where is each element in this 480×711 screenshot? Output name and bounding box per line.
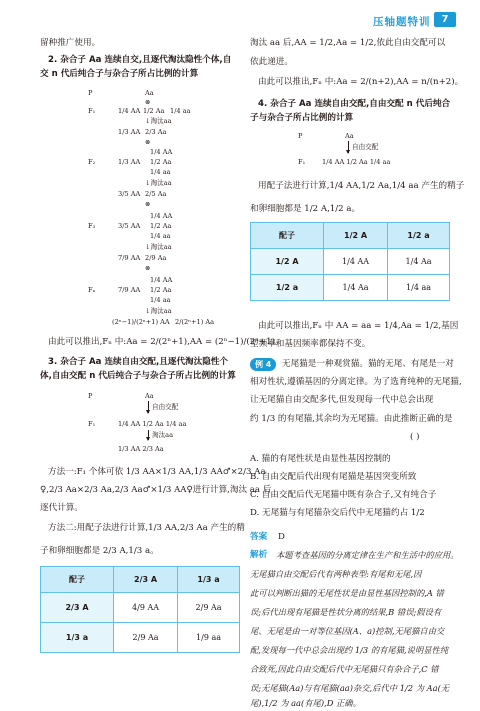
paragraph: 方法一:F₁ 个体可依 1/3 AA×1/3 AA,1/3 AA♂×2/3 Aa (48, 467, 266, 477)
option-c: C. 自由交配后代无尾猫中既有杂合子,又有纯合子 (250, 490, 437, 500)
explanation-line: 无尾猫自由交配后代有两种表型:有尾和无尾,因 (250, 569, 422, 579)
heading: 体,自由交配 n 代后纯合子与杂合子所占比例的计算 (40, 371, 236, 381)
paragraph: 依此递进。 (250, 57, 293, 67)
option-d: D. 无尾猫与有尾猫杂交后代中无尾猫约占 1/2 (250, 508, 425, 518)
paragraph: 留种推广使用。 (40, 38, 101, 48)
paragraph: 子和卵细胞都是 2/3 A,1/3 a。 (40, 546, 159, 556)
page-header (0, 0, 480, 32)
paragraph: ♀,2/3 Aa×2/3 Aa,2/3 Aa♂×1/3 AA♀进行计算,淘汰 aa 后 (40, 485, 272, 495)
explanation-line: 此可以判断出猫的无尾性状是由显性基因控制的,A 错 (250, 588, 444, 598)
heading: 4. 杂合子 Aa 连续自由交配,自由交配 n 代后纯合 (258, 99, 451, 109)
example-badge: 例 4 (250, 358, 276, 371)
paragraph: 和卵细胞都是 1/2 A,1/2 a。 (250, 204, 361, 214)
explanation-line: 合致死,因此自由交配后代中无尾猫只有杂合子,C 错 (250, 664, 439, 674)
explanation-line: 尾、无尾是由一对等位基因(A、a)控制,无尾猫自由交 (250, 626, 445, 636)
answer-value: D (277, 532, 285, 542)
paragraph: 逐代计算。 (40, 503, 83, 513)
paragraph: 让无尾猫自由交配多代,但发现每一代中总会出现 (250, 395, 434, 405)
paragraph: 相对性状,遵循基因的分离定律。为了选育纯种的无尾猫, (250, 377, 462, 387)
paragraph: 型频率和基因频率都保持不变。 (250, 339, 371, 349)
heading: 2. 杂合子 Aa 连续自交,且逐代淘汰隐性个体,自 (48, 55, 232, 65)
paragraph: 用配子法进行计算,1/4 AA,1/2 Aa,1/4 aa 产生的精子 (258, 181, 465, 191)
paragraph: 由此可以推出,Fₙ 中:Aa = 2/(n+2),AA = n/(n+2)。 (258, 77, 464, 87)
answer-label: 答案 (250, 532, 268, 542)
paragraph: 由此可以推出,Fₙ 中 AA = aa = 1/4,Aa = 1/2,基因 (258, 321, 459, 331)
heading: 3. 杂合子 Aa 连续自由交配,且逐代淘汰隐性个 (48, 357, 229, 367)
option-b: B. 自由交配后代出现有尾猫是基因突变所致 (250, 472, 417, 482)
explanation-line: 误;后代出现有尾猫是性状分离的结果,B 错误;假设有 (250, 607, 442, 617)
heading: 交 n 代后纯合子与杂合子所占比例的计算 (40, 69, 199, 79)
explanation-line: 尾),1/2 为 aa(有尾),D 正确。 (250, 698, 361, 708)
explanation-line: 本题考查基因的分离定律在生产和生活中的应用。 (276, 550, 459, 560)
page-number: 7 (434, 12, 456, 27)
paragraph: 由此可以推出,Fₙ 中:Aa = 2/(2ⁿ+1),AA = (2ⁿ−1)/(2ⁿ+1)。 (48, 337, 284, 347)
explanation-line: 误;无尾猫(Aa)与有尾猫(aa)杂交,后代中 1/2 为 Aa(无 (250, 683, 450, 693)
paragraph: 方法二:用配子法进行计算,1/3 AA,2/3 Aa 产生的精 (48, 523, 245, 533)
paragraph: 无尾猫是一种观赏猫。猫的无尾、有尾是一对 (282, 359, 454, 369)
explanation-label: 解析 (250, 550, 268, 560)
explanation-line: 配,发现每一代中总会出现约 1/3 的有尾猫,说明显性纯 (250, 645, 449, 655)
answer-bracket: ( ) (410, 432, 420, 442)
gamete-table-1: 配子 2/3 A 1/3 a 2/3 A 4/9 AA 2/9 Aa 1/3 a 2/9 Aa 1/9 aa (40, 566, 240, 653)
heading: 子与杂合子所占比例的计算 (250, 113, 354, 123)
gamete-table-2: 配子 1/2 A 1/2 a 1/2 A 1/4 AA 1/4 Aa 1/2 a 1/4 Aa 1/4 aa (250, 222, 450, 301)
section-title: 压轴题特训 (373, 16, 431, 28)
option-a: A. 猫的有尾性状是由显性基因控制的 (250, 454, 391, 464)
paragraph: 约 1/3 的有尾猫,其余均为无尾猫。由此推断正确的是 (250, 414, 453, 424)
paragraph: 淘汰 aa 后,AA = 1/2,Aa = 1/2,依此自由交配可以 (250, 38, 446, 48)
answer-line (250, 531, 285, 543)
